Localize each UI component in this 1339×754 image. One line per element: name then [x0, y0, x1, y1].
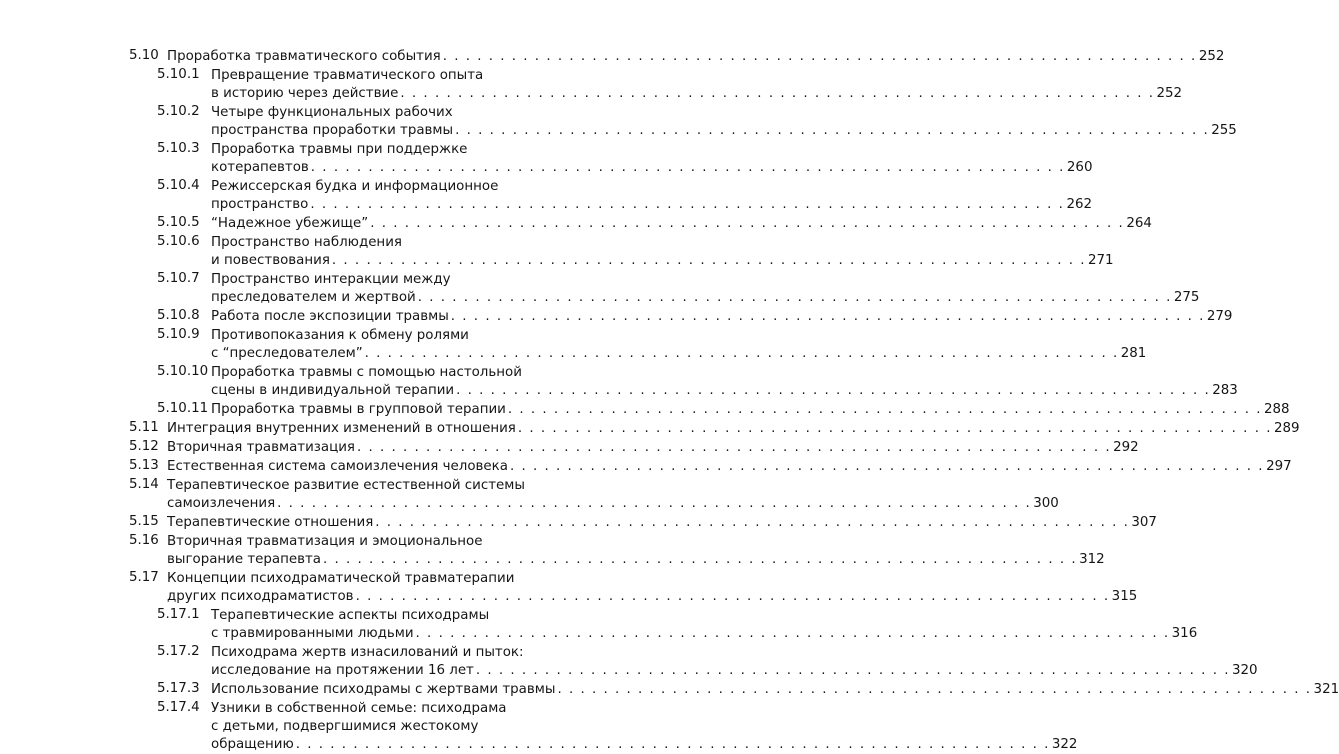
page-number: 297	[1266, 459, 1292, 474]
entry-title: Работа после экспозиции травмы	[211, 309, 449, 324]
section-number: 5.17.2	[157, 644, 200, 659]
entry-title: с травмированными людьми	[211, 626, 414, 641]
page-number: 252	[1156, 86, 1183, 101]
entry-title: с детьми, подвергшимися жестокому	[211, 719, 479, 734]
leader-dots	[323, 551, 1077, 569]
page-number: 288	[1263, 402, 1290, 417]
section-number: 5.10.1	[157, 67, 200, 82]
entry-title: пространство	[211, 197, 309, 212]
section-number: 5.13	[129, 458, 159, 473]
leader-dots	[510, 458, 1264, 476]
page-number: 275	[1173, 290, 1200, 305]
entry-title: Четыре функциональных рабочих	[211, 105, 453, 120]
leader-dots	[375, 514, 1129, 532]
section-number: 5.12	[129, 439, 159, 454]
section-number: 5.10.8	[157, 308, 200, 323]
toc-entry	[157, 401, 1290, 419]
leader-dots	[443, 48, 1197, 66]
leader-dots	[451, 308, 1205, 326]
page-number: 283	[1212, 383, 1238, 398]
entry-title: самоизлечения	[167, 496, 276, 511]
page-number: 322	[1051, 737, 1078, 752]
leader-dots	[476, 662, 1230, 680]
entry-title: Пространство наблюдения	[211, 235, 402, 250]
section-number: 5.10.5	[157, 215, 200, 230]
toc-entry	[129, 533, 1105, 569]
entry-title: Психодрама жертв изнасилований и пыток:	[211, 645, 524, 660]
section-number: 5.10	[129, 48, 159, 63]
page-number: 320	[1231, 663, 1258, 678]
page-number: 260	[1066, 160, 1093, 175]
section-number: 5.10.9	[157, 327, 200, 342]
leader-dots	[356, 588, 1110, 606]
toc-entry	[129, 514, 1157, 532]
section-number: 5.16	[129, 533, 159, 548]
entry-title: Использование психодрамы с жертвами травмы	[211, 682, 556, 697]
entry-title: обращению	[211, 737, 294, 752]
entry-title: Естественная система самоизлечения человека	[167, 459, 508, 474]
toc-entry	[129, 420, 1300, 438]
entry-title: сцены в индивидуальной терапии	[211, 383, 455, 398]
toc-entry	[157, 271, 1200, 307]
entry-title: Проработка травмы при поддержке	[211, 142, 468, 157]
leader-dots	[357, 439, 1111, 457]
entry-title: Концепции психодраматической травматерапии	[167, 571, 515, 586]
section-number: 5.10.3	[157, 141, 200, 156]
leader-dots	[311, 159, 1065, 177]
page-number: 252	[1198, 49, 1225, 64]
leader-dots	[370, 215, 1124, 233]
toc-entry	[157, 67, 1183, 103]
page-number: 289	[1273, 421, 1300, 436]
page-number: 300	[1033, 496, 1059, 511]
entry-title: Вторичная травматизация и эмоциональное	[167, 534, 483, 549]
entry-title: Вторичная травматизация	[167, 440, 355, 455]
entry-title: пространства проработки травмы	[211, 123, 454, 138]
entry-title: выгорание терапевта	[167, 552, 321, 567]
leader-dots	[418, 289, 1172, 307]
toc-entry	[157, 364, 1238, 400]
leader-dots	[456, 382, 1210, 400]
entry-title: Противопоказания к обмену ролями	[211, 328, 469, 343]
leader-dots	[518, 420, 1272, 438]
toc-entry	[157, 178, 1092, 214]
entry-title: Терапевтические аспекты психодрамы	[211, 608, 490, 623]
entry-title: в историю через действие	[211, 86, 399, 101]
toc-entry	[129, 48, 1225, 66]
section-number: 5.17	[129, 570, 159, 585]
entry-title: других психодраматистов	[167, 589, 354, 604]
entry-title: “Надежное убежище”	[211, 216, 369, 231]
leader-dots	[310, 196, 1064, 214]
toc-entry	[157, 215, 1152, 233]
leader-dots	[455, 122, 1209, 140]
entry-title: Пространство интеракции между	[211, 272, 451, 287]
section-number: 5.10.7	[157, 271, 200, 286]
toc-entry	[157, 104, 1237, 140]
toc-entry	[129, 477, 1059, 513]
page-number: 307	[1131, 515, 1157, 530]
page-number: 315	[1111, 589, 1138, 604]
toc-entry	[129, 570, 1138, 606]
section-number: 5.10.11	[157, 401, 209, 416]
section-number: 5.17.4	[157, 700, 200, 715]
leader-dots	[332, 252, 1086, 270]
toc-entry	[157, 308, 1233, 326]
entry-title: Узники в собственной семье: психодрама	[211, 701, 507, 716]
page-number: 264	[1126, 216, 1152, 231]
entry-title: с “преследователем”	[211, 346, 363, 361]
entry-title: и повествования	[211, 253, 330, 268]
entry-title: преследователем и жертвой	[211, 290, 416, 305]
entry-title: Проработка травмы с помощью настольной	[211, 365, 522, 380]
entry-title: Интеграция внутренних изменений в отношения	[167, 421, 516, 436]
leader-dots	[277, 495, 1031, 513]
section-number: 5.15	[129, 514, 159, 529]
page-number: 292	[1113, 440, 1139, 455]
page-number: 316	[1171, 626, 1198, 641]
section-number: 5.17.3	[157, 681, 200, 696]
section-number: 5.17.1	[157, 607, 200, 622]
toc-entry	[157, 644, 1258, 680]
toc-entry	[129, 439, 1139, 457]
toc-entry	[157, 234, 1114, 270]
section-number: 5.10.6	[157, 234, 200, 249]
toc-entry	[157, 681, 1339, 699]
leader-dots	[296, 736, 1050, 754]
entry-title: Проработка травмы в групповой терапии	[211, 402, 506, 417]
page-number: 255	[1211, 123, 1237, 138]
leader-dots	[365, 345, 1119, 363]
toc-entry	[129, 458, 1292, 476]
entry-title: котерапевтов	[211, 160, 309, 175]
leader-dots	[400, 85, 1154, 103]
page-number: 321	[1313, 682, 1339, 697]
section-number: 5.10.2	[157, 104, 200, 119]
entry-title: исследование на протяжении 16 лет	[211, 663, 474, 678]
toc-entry	[157, 327, 1147, 363]
page-number: 281	[1120, 346, 1147, 361]
page-number: 279	[1206, 309, 1233, 324]
entry-title: Проработка травматического события	[167, 49, 441, 64]
entry-title: Превращение травматического опыта	[211, 68, 484, 83]
section-number: 5.10.10	[157, 364, 209, 379]
section-number: 5.10.4	[157, 178, 200, 193]
page-number: 271	[1088, 253, 1114, 268]
leader-dots	[557, 681, 1311, 699]
leader-dots	[416, 625, 1170, 643]
toc-entry	[157, 141, 1093, 177]
page-number: 262	[1066, 197, 1092, 212]
toc-entry	[157, 700, 1078, 754]
page-number: 312	[1079, 552, 1105, 567]
entry-title: Терапевтические отношения	[167, 515, 374, 530]
toc-entry	[157, 607, 1198, 643]
entry-title: Терапевтическое развитие естественной системы	[167, 478, 525, 493]
entry-title: Режиссерская будка и информационное	[211, 179, 499, 194]
section-number: 5.11	[129, 420, 159, 435]
section-number: 5.14	[129, 477, 159, 492]
leader-dots	[508, 401, 1262, 419]
